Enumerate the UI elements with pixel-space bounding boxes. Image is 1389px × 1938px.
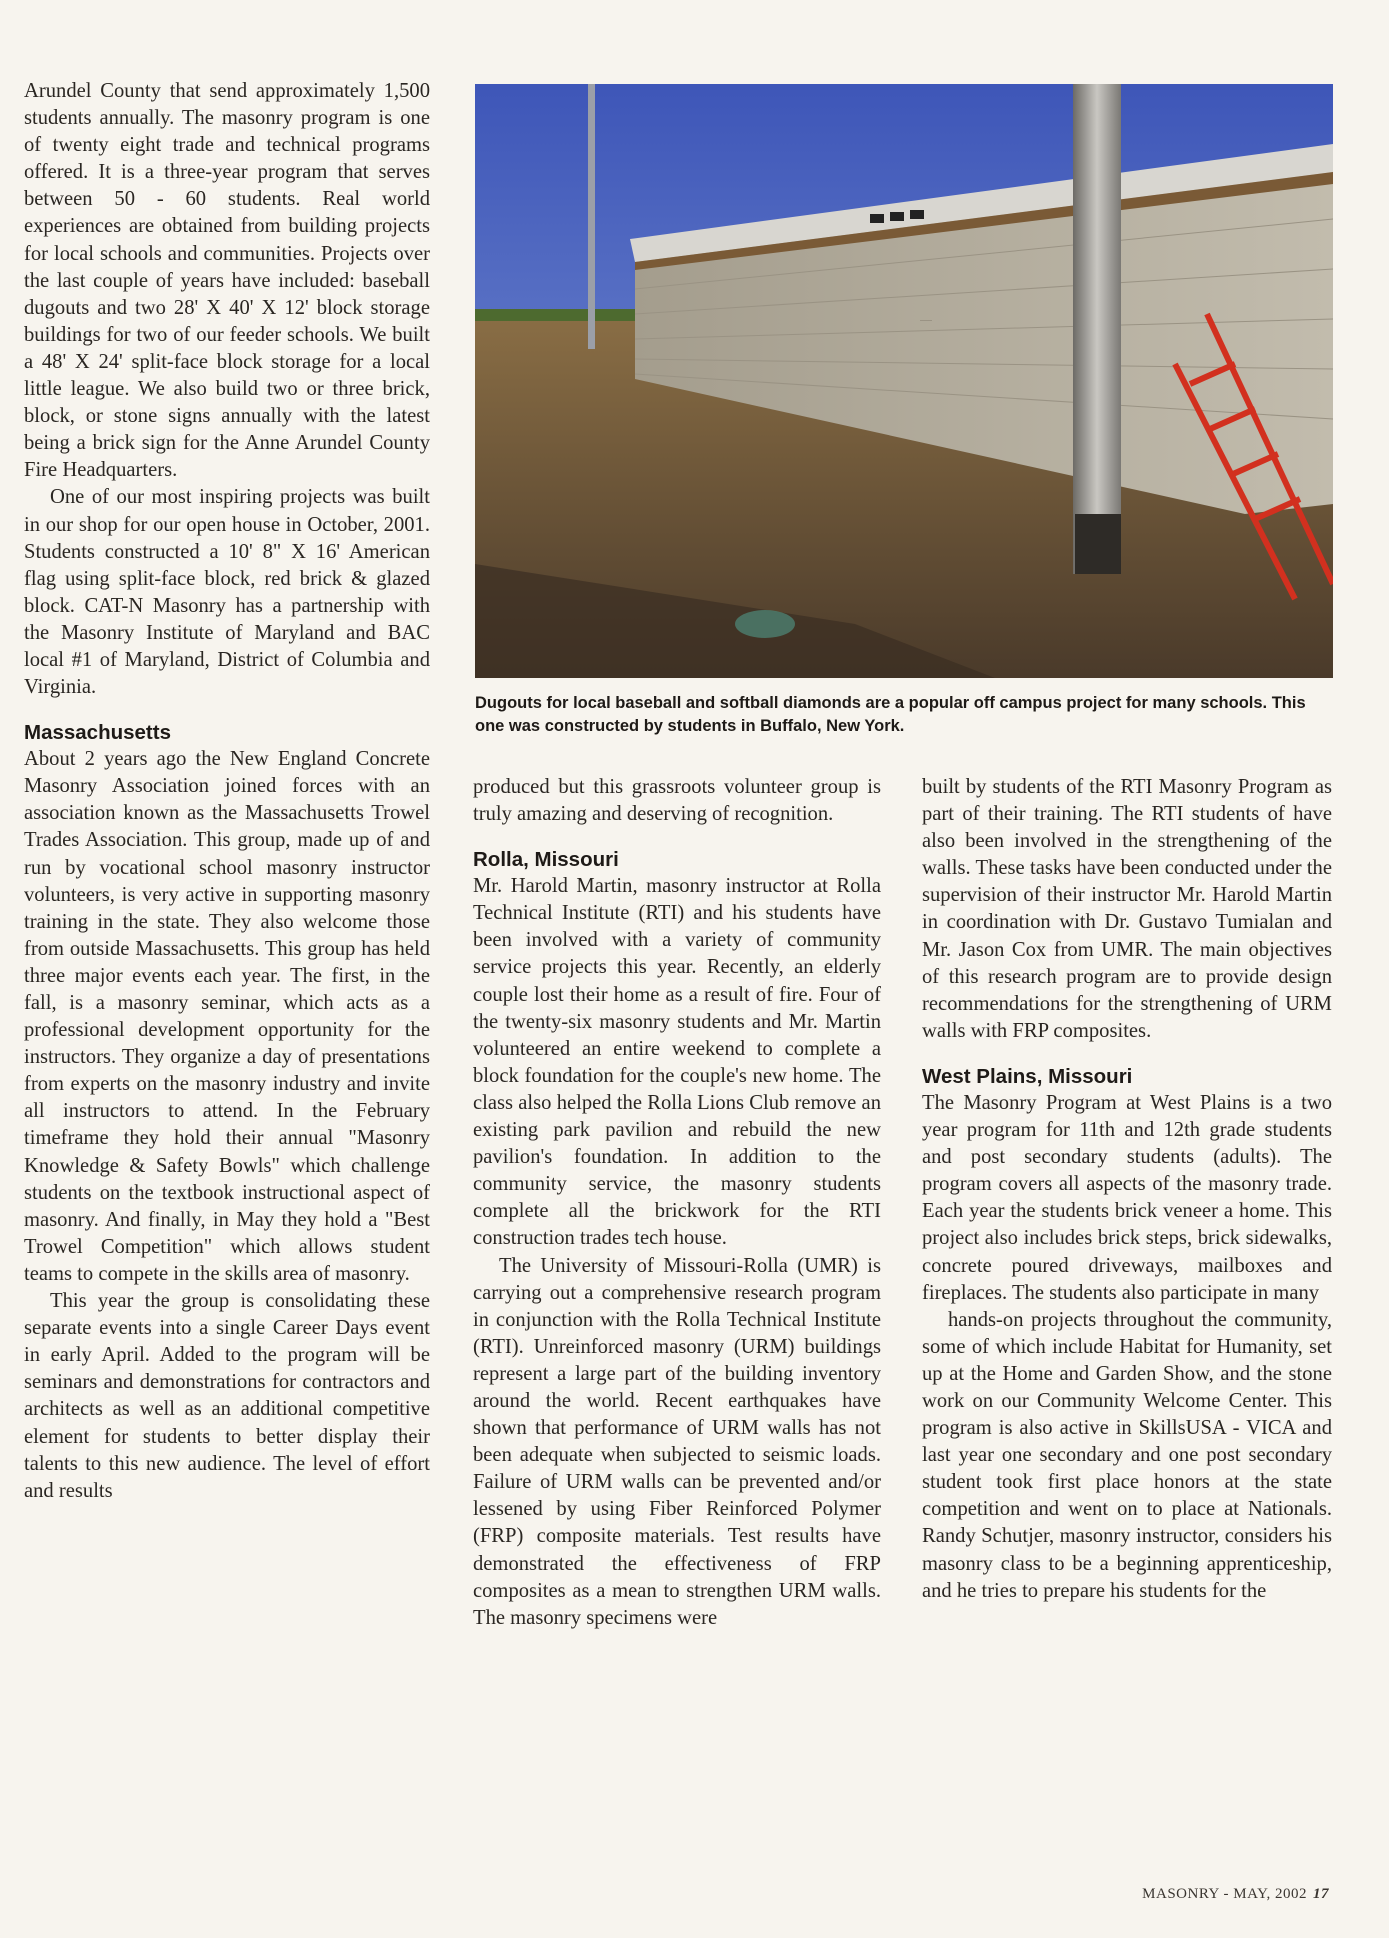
article-column-2 — [473, 774, 881, 1632]
section-heading-massachusetts: Massachusetts — [24, 721, 171, 745]
page-footer — [1142, 1886, 1329, 1903]
paragraph: Arundel County that send approximately 1,500 students annually. The masonry program is one of twenty eight trade and technical programs offered. It is a three-year program that serves between 50 - 60 students. Real world experiences are obtained from building projects for local schools and communities. Projects over the last couple of years have included: baseball dugouts and two 28' X 40' X 12' block storage buildings for two of our feeder schools. We built a 48' X 24' split-face block storage for a local little league. We also build two or three brick, block, or stone signs annually with the latest being a brick sign for the Anne Arundel County Fire Headquarters. — [24, 80, 430, 482]
dugout-photo-icon — [475, 84, 1333, 678]
paragraph: Mr. Harold Martin, masonry instructor at Rolla Technical Institute (RTI) and his students have been involved with a variety of community service projects this year. Recently, an elderly couple lost their home as a result of fire. Four of the twenty-six masonry students and Mr. Martin volunteered an entire weekend to complete a block foundation for the couple's new home. The class also helped the Rolla Lions Club remove an existing park pavilion and rebuild the new pavilion's foundation. In addition to the community service, the masonry students complete all the brickwork for the RTI construction trades tech house. — [473, 875, 881, 1250]
page-number: 17 — [1313, 1886, 1329, 1902]
paragraph: produced but this grassroots volunteer group is truly amazing and deserving of recognition. — [473, 776, 881, 826]
paragraph: built by students of the RTI Masonry Program as part of their training. The RTI students of have also been involved in the strengthening of the walls. These tasks have been conducted under the supervision of their instructor Mr. Harold Martin in coordination with Dr. Gustavo Tumialan and Mr. Jason Cox from UMR. The main objectives of this research program are to provide design recommendations for the strengthening of URM walls with FRP composites. — [922, 776, 1332, 1042]
paragraph: About 2 years ago the New England Concrete Masonry Association joined forces with an association known as the Massachusetts Trowel Trades Association. This group, made up of and run by vocational school masonry instructor volunteers, is very active in supporting masonry training in the state. They also welcome those from outside Massachusetts. This group has held three major events each year. The first, in the fall, is a masonry seminar, which acts as a professional development opportunity for the instructors. They organize a day of presentations from experts on the masonry industry and invite all instructors to attend. In the February timeframe they hold their annual "Masonry Knowledge & Safety Bowls" which challenge students on the textbook instructional aspect of masonry. And finally, in May they hold a "Best Trowel Competition" which allows student teams to compete in the skills area of masonry. — [24, 748, 430, 1285]
section-heading-rolla-missouri: Rolla, Missouri — [473, 848, 619, 872]
dugout-photo — [475, 84, 1333, 678]
photo-caption: Dugouts for local baseball and softball diamonds are a popular off campus project for many schools. This one was constructed by students in Buffalo, New York. — [475, 694, 1306, 735]
footer-publication: MASONRY - MAY, 2002 — [1142, 1886, 1307, 1902]
paragraph: One of our most inspiring projects was built in our shop for our open house in October, 2001. Students constructed a 10' 8" X 16' American flag using split-face block, red brick & glazed block. CAT-N Masonry has a partnership with the Masonry Institute of Maryland and BAC local #1 of Maryland, District of Columbia and Virginia. — [24, 486, 430, 699]
paragraph: hands-on projects throughout the community, some of which include Habitat for Humanity, set up at the Home and Garden Show, and the stone work on our Community Welcome Center. This program is also active in SkillsUSA - VICA and last year one secondary and one post secondary student took first place honors at the state competition and went on to place at Nationals. Randy Schutjer, masonry instructor, considers his masonry class to be a beginning apprenticeship, and he tries to prepare his students for the — [922, 1308, 1332, 1602]
paragraph: The University of Missouri-Rolla (UMR) is carrying out a comprehensive research program in conjunction with the Rolla Technical Institute (RTI). Unreinforced masonry (URM) buildings represent a large part of the building inventory around the world. Recent earthquakes have shown that performance of URM walls has not been adequate when subjected to seismic loads. Failure of URM walls can be prevented and/or lessened by using Fiber Reinforced Polymer (FRP) composite materials. Test results have demonstrated the effectiveness of FRP composites as a mean to strengthen URM walls. The masonry specimens were — [473, 1254, 881, 1629]
paragraph: This year the group is consolidating these separate events into a single Career Days event in early April. Added to the program will be seminars and demonstrations for contractors and architects as well as an additional competitive element for students to better display their talents to this new audience. The level of effort and results — [24, 1290, 430, 1502]
article-column-3 — [922, 774, 1332, 1605]
article-column-1 — [24, 78, 430, 1505]
section-heading-west-plains-missouri: West Plains, Missouri — [922, 1064, 1133, 1088]
paragraph: The Masonry Program at West Plains is a two year program for 11th and 12th grade students and post secondary students (adults). The program covers all aspects of the masonry trade. Each year the students brick veneer a home. This project also includes brick steps, brick sidewalks, concrete poured driveways, mailboxes and fireplaces. The students also participate in many — [922, 1091, 1332, 1304]
